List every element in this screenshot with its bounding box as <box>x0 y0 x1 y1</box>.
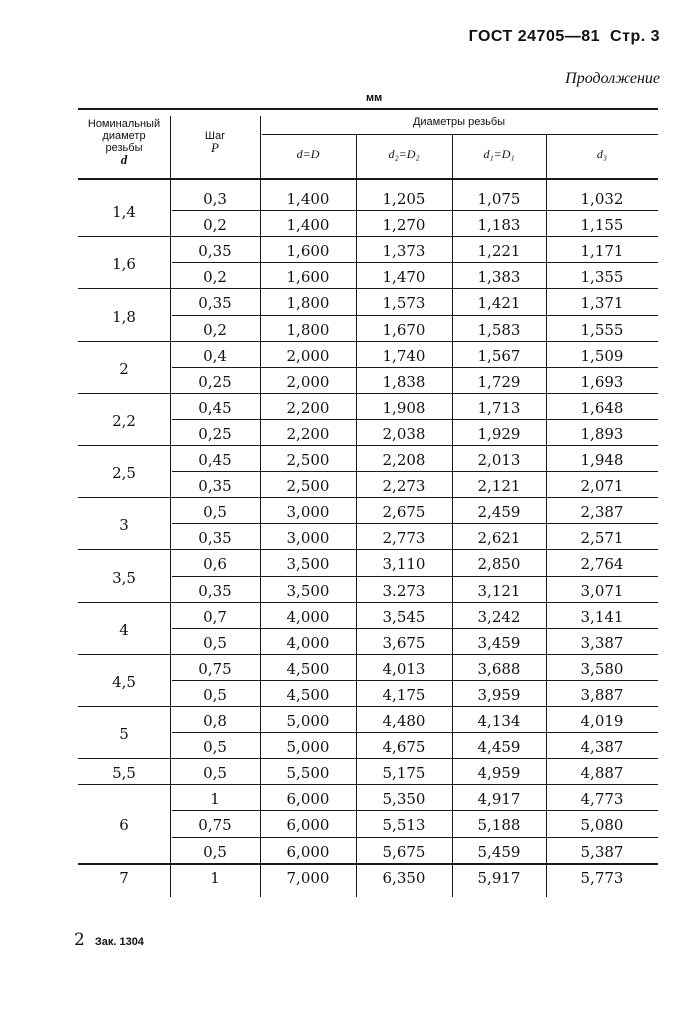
diameter-cell: 1,270 <box>382 216 426 235</box>
diameter-cell: 4,500 <box>286 685 330 704</box>
row-rule <box>172 210 658 211</box>
pitch-cell: 0,2 <box>203 320 227 339</box>
pitch-cell: 0,3 <box>203 190 227 208</box>
diameter-cell: 4,013 <box>382 659 426 678</box>
diameter-cell: 3,459 <box>477 633 521 652</box>
diameter-cell: 2,038 <box>382 424 426 443</box>
diameter-cell: 3,675 <box>382 633 426 652</box>
row-rule <box>172 419 658 420</box>
diameter-cell: 3,242 <box>477 607 521 626</box>
diameter-cell: 1,908 <box>382 398 426 417</box>
diameter-cell: 5,459 <box>477 842 521 861</box>
pitch-cell: 0,2 <box>203 216 227 235</box>
diameter-cell: 4,019 <box>580 712 624 730</box>
pitch-cell: 0,25 <box>198 424 232 443</box>
diameter-cell: 1,583 <box>477 320 521 339</box>
diameter-cell: 4,773 <box>580 790 624 809</box>
header-pitch-symbol: P <box>211 140 219 155</box>
pitch-cell: 0,5 <box>203 503 227 522</box>
row-rule <box>78 758 658 759</box>
diameter-cell: 1,929 <box>477 424 521 443</box>
pitch-cell: 0,75 <box>198 659 232 678</box>
diameter-cell: 1,183 <box>477 216 521 235</box>
row-rule <box>172 628 658 629</box>
diameter-cell: 5,188 <box>477 816 521 835</box>
pitch-cell: 0,75 <box>198 816 232 835</box>
pitch-cell: 0,7 <box>203 607 227 626</box>
diameter-cell: 3,000 <box>286 503 330 522</box>
header-d1-D1-text: d₁=D₁ <box>483 147 515 161</box>
diameter-cell: 2,850 <box>477 555 521 574</box>
nominal-diameter-cell: 2,5 <box>112 464 136 483</box>
diameter-cell: 2,459 <box>477 503 521 522</box>
diameter-cell: 4,134 <box>477 712 521 730</box>
pitch-cell: 0,5 <box>203 738 227 757</box>
row-rule <box>78 288 658 289</box>
table-top-rule <box>78 108 658 110</box>
pitch-cell: 0,5 <box>203 764 227 783</box>
row-rule <box>172 471 658 472</box>
row-rule <box>78 706 658 707</box>
diameter-cell: 3,500 <box>286 555 330 574</box>
diameter-cell: 2,273 <box>382 477 426 496</box>
diameter-cell: 1,171 <box>580 242 624 261</box>
row-rule <box>172 576 658 577</box>
doc-number: ГОСТ 24705—81 <box>468 28 601 45</box>
diameter-cell: 1,693 <box>580 372 624 391</box>
diameter-cell: 1,470 <box>382 268 426 287</box>
page-label: Стр. 3 <box>610 28 660 45</box>
row-rule <box>78 393 658 394</box>
diameter-cell: 1,648 <box>580 398 624 417</box>
row-rule <box>172 523 658 524</box>
nominal-diameter-cell: 1,4 <box>112 203 136 222</box>
diameter-cell: 1,371 <box>580 294 624 313</box>
diameter-cell: 1,729 <box>477 372 521 391</box>
row-rule <box>172 262 658 263</box>
diameter-cell: 2,121 <box>477 477 521 496</box>
diameter-cell: 1,509 <box>580 346 624 365</box>
diameter-cell: 1,221 <box>477 242 521 261</box>
diameter-cell: 3,688 <box>477 659 521 678</box>
diameter-cell: 1,400 <box>286 190 330 208</box>
diameter-cell: 5,350 <box>382 790 426 809</box>
pitch-cell: 0,6 <box>203 555 227 574</box>
diameter-cell: 3,121 <box>477 581 521 600</box>
diameter-cell: 2,000 <box>286 372 330 391</box>
running-header <box>469 28 660 46</box>
diameter-cell: 4,000 <box>286 633 330 652</box>
diameter-cell: 1,383 <box>477 268 521 287</box>
diameter-cell: 1,800 <box>286 320 330 339</box>
diameter-cell: 1,355 <box>580 268 624 287</box>
diameter-cell: 2,387 <box>580 503 624 522</box>
row-rule <box>78 602 658 603</box>
diameter-cell: 3,887 <box>580 685 624 704</box>
continuation-label: Продолжение <box>565 70 660 87</box>
diameter-cell: 2,071 <box>580 477 624 496</box>
pitch-cell: 0,5 <box>203 842 227 861</box>
diameter-cell: 2,764 <box>580 555 624 574</box>
diameter-cell: 1,800 <box>286 294 330 313</box>
page-footer <box>74 930 144 950</box>
header-d1-D1 <box>452 148 546 161</box>
diameter-cell: 4,480 <box>382 712 426 730</box>
pitch-cell: 0,5 <box>203 633 227 652</box>
pitch-cell: 0,35 <box>198 294 232 313</box>
diameter-cell: 3,580 <box>580 659 624 678</box>
header-nominal-symbol: d <box>120 152 128 167</box>
diameter-cell: 5,513 <box>382 816 426 835</box>
column-separator <box>356 134 357 897</box>
diameter-cell: 4,959 <box>477 764 521 783</box>
diameter-cell: 2,013 <box>477 451 521 469</box>
nominal-diameter-cell: 6 <box>119 816 129 835</box>
group-header-rule <box>262 134 658 135</box>
diameter-cell: 6,000 <box>286 842 330 861</box>
diameter-cell: 2,200 <box>286 398 330 417</box>
pitch-cell: 1 <box>210 868 220 887</box>
row-rule <box>78 549 658 550</box>
nominal-diameter-cell: 4 <box>119 620 129 639</box>
diameter-cell: 4,887 <box>580 764 624 783</box>
diameter-cell: 5,387 <box>580 842 624 861</box>
diameter-cell: 7,000 <box>286 868 330 887</box>
diameter-cell: 1,032 <box>580 190 624 208</box>
pitch-cell: 0,25 <box>198 372 232 391</box>
column-separator <box>546 134 547 897</box>
diameter-cell: 3,000 <box>286 529 330 548</box>
row-rule <box>172 810 658 811</box>
nominal-diameter-cell: 7 <box>119 868 129 887</box>
diameter-cell: 3,141 <box>580 607 624 626</box>
pitch-cell: 0,35 <box>198 477 232 496</box>
row-rule <box>78 236 658 237</box>
diameter-cell: 5,500 <box>286 764 330 783</box>
diameter-cell: 1,573 <box>382 294 426 313</box>
pitch-cell: 1 <box>210 790 220 809</box>
diameter-cell: 2,571 <box>580 529 624 548</box>
pitch-cell: 0,35 <box>198 242 232 261</box>
diameter-cell: 5,917 <box>477 868 521 887</box>
nominal-diameter-cell: 3 <box>119 516 129 535</box>
header-pitch-label: Шаг <box>204 130 226 142</box>
diameter-cell: 1,670 <box>382 320 426 339</box>
diameter-cell: 3,110 <box>382 555 426 574</box>
header-d3 <box>546 148 658 161</box>
nominal-diameter-cell: 1,8 <box>112 307 136 326</box>
diameter-cell: 3,959 <box>477 685 521 704</box>
row-rule <box>172 315 658 316</box>
row-rule <box>78 784 658 785</box>
row-rule <box>172 837 658 838</box>
diameter-cell: 1,713 <box>477 398 521 417</box>
diameter-cell: 5,175 <box>382 764 426 783</box>
diameter-cell: 5,080 <box>580 816 624 835</box>
diameter-cell: 3,387 <box>580 633 624 652</box>
column-separator <box>260 116 261 897</box>
row-rule <box>172 732 658 733</box>
pitch-cell: 0,4 <box>203 346 227 365</box>
diameter-cell: 5,773 <box>580 868 624 887</box>
diameter-cell: 2,675 <box>382 503 426 522</box>
diameter-cell: 1,421 <box>477 294 521 313</box>
diameter-cell: 1,373 <box>382 242 426 261</box>
unit-label: мм <box>366 92 383 104</box>
row-rule <box>78 497 658 498</box>
diameter-cell: 4,175 <box>382 685 426 704</box>
diameter-cell: 4,387 <box>580 738 624 757</box>
diameter-cell: 2,200 <box>286 424 330 443</box>
nominal-diameter-cell: 5,5 <box>112 764 136 783</box>
header-nominal <box>78 118 170 166</box>
row-rule <box>172 680 658 681</box>
header-d2-D2-text: d₂=D₂ <box>388 147 420 161</box>
diameter-cell: 4,500 <box>286 659 330 678</box>
diameter-cell: 2,208 <box>382 451 426 469</box>
diameter-cell: 3,500 <box>286 581 330 600</box>
page-number: 2 <box>74 930 85 950</box>
pitch-cell: 0,5 <box>203 685 227 704</box>
diameter-cell: 5,675 <box>382 842 426 861</box>
pitch-cell: 0,2 <box>203 268 227 287</box>
header-pitch <box>170 130 260 154</box>
header-d-D-text: d=D <box>296 147 320 161</box>
diameter-cell: 4,675 <box>382 738 426 757</box>
diameter-cell: 6,000 <box>286 816 330 835</box>
diameter-cell: 5,000 <box>286 712 330 730</box>
order-number: Зак. 1304 <box>94 936 144 948</box>
diameter-cell: 3,545 <box>382 607 426 626</box>
header-d-D <box>260 148 356 161</box>
diameter-cell: 1,075 <box>477 190 521 208</box>
column-separator <box>452 134 453 897</box>
diameter-cell: 6,350 <box>382 868 426 887</box>
diameter-cell: 1,205 <box>382 190 426 208</box>
diameter-cell: 1,400 <box>286 216 330 235</box>
diameter-cell: 2,621 <box>477 529 521 548</box>
diameter-cell: 1,740 <box>382 346 426 365</box>
diameter-cell: 1,948 <box>580 451 624 469</box>
row-rule <box>78 445 658 446</box>
nominal-diameter-cell: 4,5 <box>112 672 136 691</box>
diameter-cell: 4,459 <box>477 738 521 757</box>
diameter-cell: 2,500 <box>286 451 330 469</box>
diameter-cell: 3.273 <box>382 581 426 600</box>
column-separator <box>170 116 171 897</box>
header-nominal-line-1: Номинальный <box>87 118 161 130</box>
nominal-diameter-cell: 3,5 <box>112 568 136 587</box>
diameter-cell: 4,000 <box>286 607 330 626</box>
nominal-diameter-cell: 1,6 <box>112 255 136 274</box>
header-bottom-rule <box>78 178 658 180</box>
diameter-cell: 6,000 <box>286 790 330 809</box>
pitch-cell: 0,45 <box>198 398 232 417</box>
diameter-cell: 2,773 <box>382 529 426 548</box>
pitch-cell: 0,35 <box>198 581 232 600</box>
header-nominal-line-3: резьбы <box>105 142 143 154</box>
row-rule <box>78 341 658 342</box>
row-rule <box>172 367 658 368</box>
diameter-cell: 1,893 <box>580 424 624 443</box>
diameter-cell: 1,600 <box>286 242 330 261</box>
nominal-diameter-cell: 2,2 <box>112 411 136 430</box>
header-diameters-group: Диаметры резьбы <box>412 116 506 128</box>
diameter-cell: 2,000 <box>286 346 330 365</box>
diameter-cell: 1,838 <box>382 372 426 391</box>
header-nominal-line-2: диаметр <box>102 130 146 142</box>
diameter-cell: 3,071 <box>580 581 624 600</box>
thread-diameters-table <box>78 108 658 918</box>
pitch-cell: 0,8 <box>203 712 227 730</box>
header-d2-D2 <box>356 148 452 161</box>
nominal-diameter-cell: 5 <box>119 725 129 744</box>
pitch-cell: 0,35 <box>198 529 232 548</box>
nominal-diameter-cell: 2 <box>119 359 129 378</box>
pitch-cell: 0,45 <box>198 451 232 469</box>
header-d3-text: d₃ <box>596 147 608 161</box>
diameter-cell: 1,555 <box>580 320 624 339</box>
row-rule <box>78 654 658 655</box>
diameter-cell: 1,155 <box>580 216 624 235</box>
diameter-cell: 5,000 <box>286 738 330 757</box>
row-rule <box>78 863 658 865</box>
diameter-cell: 2,500 <box>286 477 330 496</box>
diameter-cell: 1,567 <box>477 346 521 365</box>
diameter-cell: 1,600 <box>286 268 330 287</box>
diameter-cell: 4,917 <box>477 790 521 809</box>
